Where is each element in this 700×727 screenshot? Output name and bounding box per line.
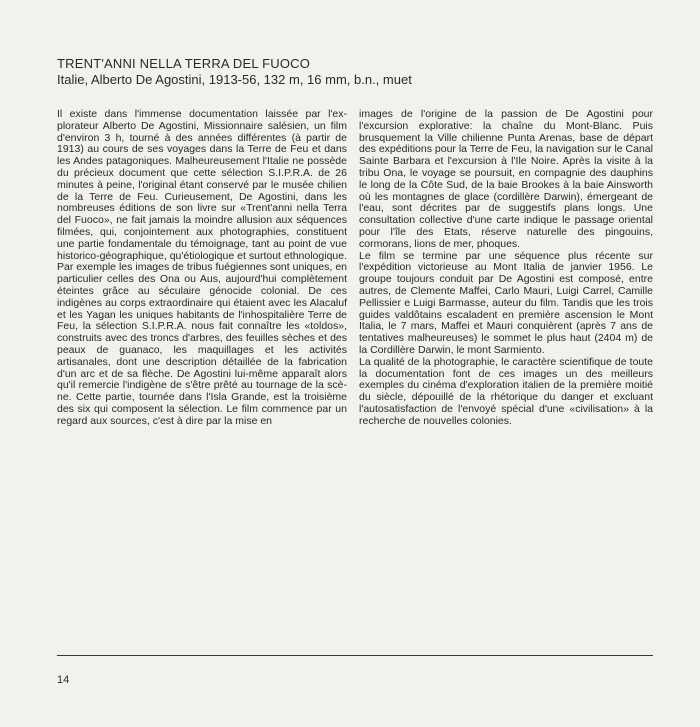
page-number: 14 <box>57 674 70 686</box>
right-text-column <box>359 109 653 428</box>
footer-divider <box>57 655 653 656</box>
left-text-column <box>57 109 347 428</box>
paragraph: Le film se termine par une séquence plus récente sur l'expédition victorieuse au Mont Italia de janvier 1956. Le groupe toujours conduit par De Agostini est composé, entre autres, de Clemente Maffei, Carlo Mauri, Luigi Carrel, Camille Pellissier e Luigi Barmasse, auteur du film. Tandis que les trois guides valdôtains escaladent en première ascension le Mont Italia, le 7 mars, Maffei et Mauri conquièrent (après 7 ans de tentatives malheureuses) le sommet le plus haut (2404 m) de la Cordillère Darwin, le mont Sarmiento. <box>359 249 653 356</box>
paragraph: La qualité de la photographie, le caractère scientifique de toute la documentation font de ces images un des meilleurs exemples du cinéma d'exploration italien de la première moitié du siècle, dépouillé de la rhétorique du danger et excluant l'autosatisfaction de l'envoyé spécial d'une «civilisation» à la recherche de nouvelles colonies. <box>359 355 653 427</box>
paragraph: images de l'origine de la passion de De Agostini pour l'excursion explorative: la chaîne du Mont-Blanc. Puis brusquement la Ville chilienne Punta Arenas, base de départ des expéditions pour la Terre de Feu, la navigation sur le Canal Sainte Barbara et l'excursion à l'Ile Noire. Après la visite à la tribu Ona, le voyage se poursuit, en compagnie des dauphins le long de la Côte Sud, de la baie Brookes à la baie Ainsworth où les montagnes de glace (cordillère Darwin), émergeant de l'eau, sont décrites par de suggestifs plans longs. Une consultation collective d'une carte indique le passage oriental pour l'île des Etats, réserve naturelle des pingouins, cormorans, lions de mer, phoques. <box>359 108 653 250</box>
article-title: TRENT'ANNI NELLA TERRA DEL FUOCO <box>57 56 311 71</box>
film-credits: Italie, Alberto De Agostini, 1913-56, 132 m, 16 mm, b.n., muet <box>57 72 412 87</box>
paragraph: Il existe dans l'immense documentation laissée par l'explorateur Alberto De Agostini, Missionnaire salésien, un film d'environ 3 h, tourné à des années différentes (à partir de 1913) au cours de ses voyages dans la Terre de Feu et dans les Andes patagoniques. Malheureusement l'Italie ne possède du précieux document que cette sélection S.I.P.R.A. de 26 minutes à peine, l'original étant conservé par le musée chilien de la Terre de Feu. Curieusement, De Agostini, dans les nombreuses éditions de son livre sur «Trent'anni nella Terra del Fuoco», ne fait jamais la moindre allusion aux séquences filmées, qui, conjointement aux photographies, constituent une partie fondamentale du témoignage, tant au point de vue historico-géographique, qu'étiologique et surtout ethnologique. Par exemple les images de tribus fuégiennes sont uniques, en particulier celles des Ona ou Aus, aujourd'hui complètement éteintes grâce au séculaire génocide colonial. De ces indigènes au corps extraordinaire qui étaient avec les Alacaluf et les Yagan les uniques habitants de l'inhospitalière Terre de Feu, la sélection S.I.P.R.A. nous fait connaître les «toldos», construits avec des troncs d'arbres, des feuilles sèches et des peaux de guanaco, les maquillages et les activités artisanales, dont une description détaillée de la fabrication d'un arc et de sa flèche. De Agostini lui-même apparaît alors qu'il remercie l'indigène de s'être prêté au tournage de la scène. Cette partie, tournée dans l'Isla Grande, est la troisième des six qui composent la sélection. Le film commence par un regard aux sources, c'est à dire par la mise en <box>57 108 347 427</box>
